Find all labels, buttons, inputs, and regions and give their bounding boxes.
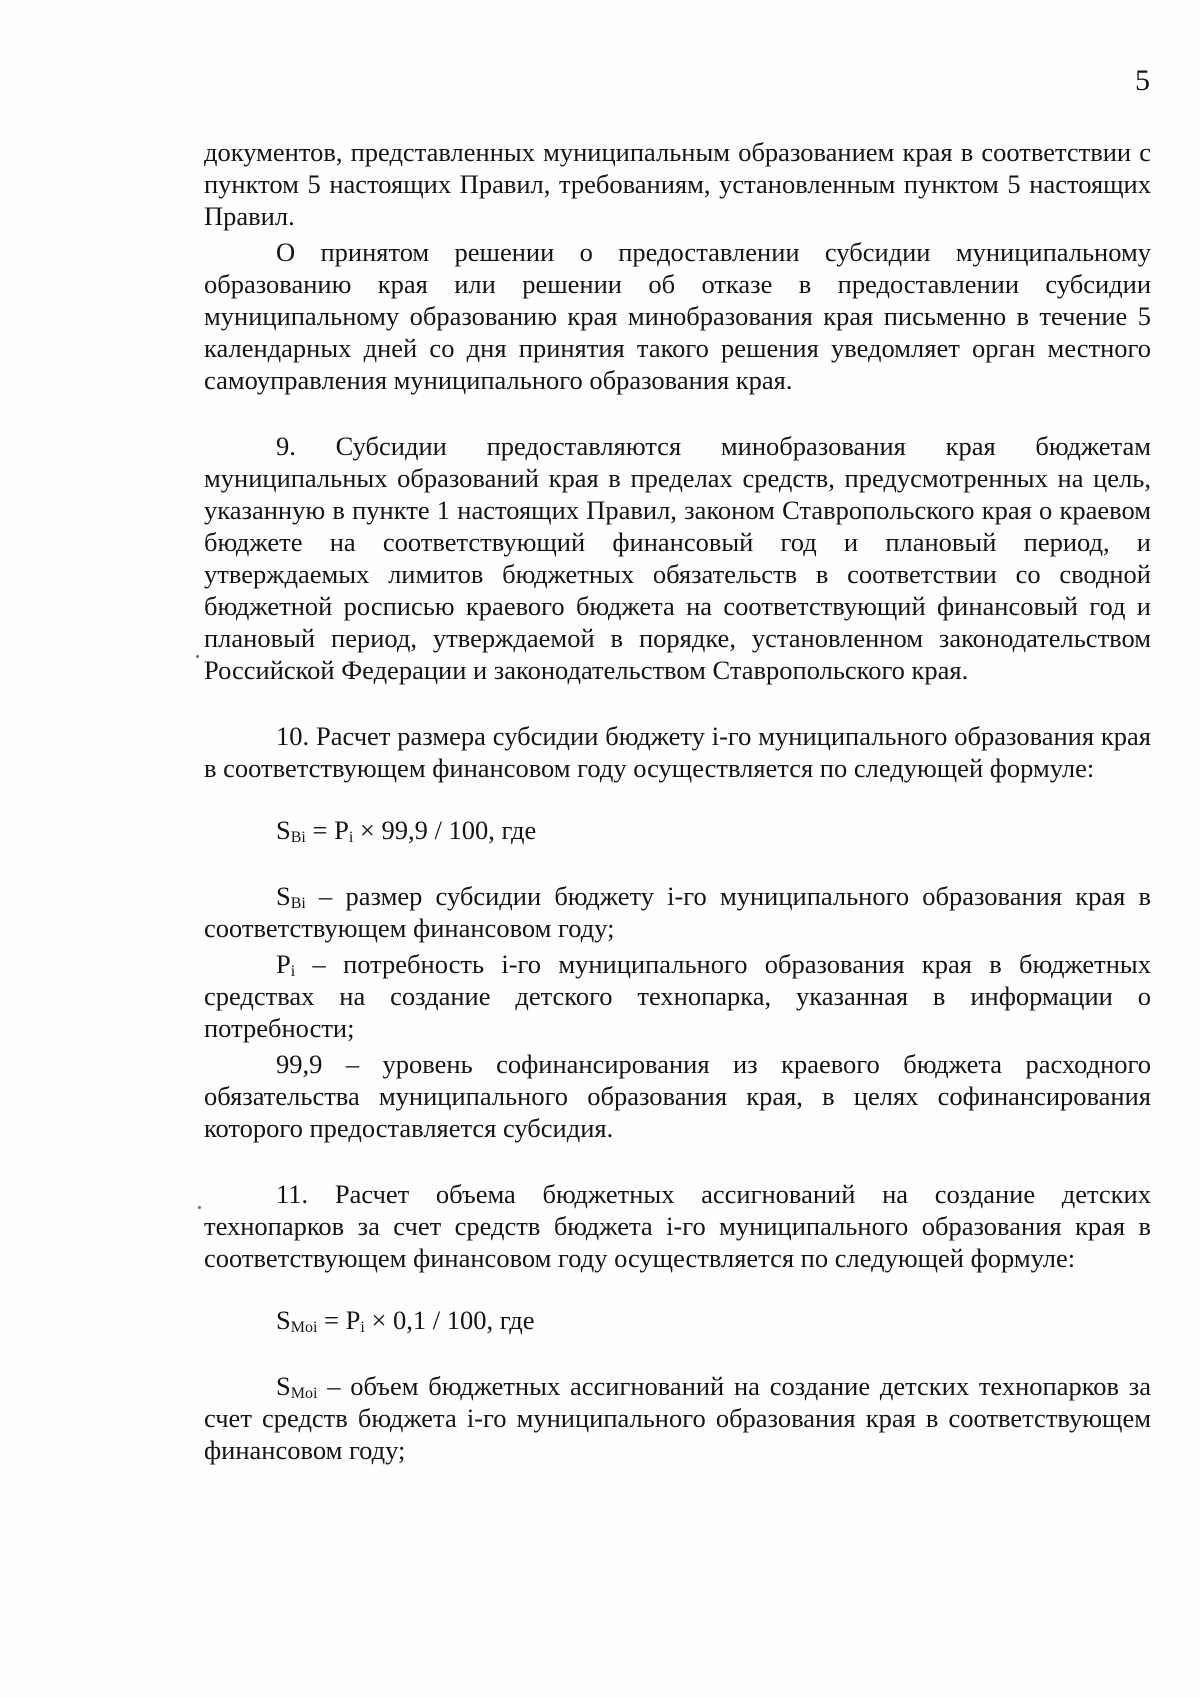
paragraph-clause-11: 11. Расчет объема бюджетных ассигнований на создание детских технопарков за счет средств бюджета i-го муниципального образования края в соответствующем финансовом году осуществляется по следующей формуле: — [204, 1179, 1151, 1273]
scan-speck — [196, 655, 199, 658]
formula-subsidy-lhs-subscript: Bi — [290, 829, 306, 846]
formula-subsidy — [204, 814, 1151, 846]
formula-subsidy-rhs: × 99,9 / 100, где — [353, 815, 537, 845]
definition-p-i — [204, 948, 1151, 1044]
definition-text: – уровень софинансирования из краевого бюджета расходного обязательства муниципального образования края, в целях софинансирования которого предоставляется субсидия. — [204, 1049, 1151, 1143]
paragraph-clause-9: 9. Субсидии предоставляются минобразования края бюджетам муниципальных образований края в пределах средств, предусмотренных на цель, указанную в пункте 1 настоящих Правил, законом Ставропольского края о краевом бюджете на соответствующий финансовый год и плановый период, и утверждаемых лимитов бюджетных обязательств в соответствии со сводной бюджетной росписью краевого бюджета на соответствующий финансовый год и плановый период, утверждаемой в порядке, установленном законодательством Российской Федерации и законодательством Ставропольского края. — [204, 431, 1151, 685]
formula-municipal-lhs: S — [276, 1305, 291, 1335]
definition-text: – объем бюджетных ассигнований на создание детских технопарков за счет средств бюджета i-го муниципального образования края в соответствующем финансовом году; — [204, 1371, 1151, 1465]
definition-s-bi — [204, 880, 1151, 944]
formula-municipal-rhs: × 0,1 / 100, где — [364, 1305, 535, 1335]
document-body — [204, 136, 1151, 1466]
formula-subsidy-lhs: S — [276, 815, 291, 845]
formula-municipal-p-subscript: i — [360, 1319, 365, 1336]
paragraph-intro: документов, представленных муниципальным образованием края в соответствии с пунктом 5 настоящих Правил, требованиям, установленным пунктом 5 настоящих Правил. — [204, 137, 1151, 231]
definition-text: – размер субсидии бюджету i-го муниципального образования края в соответствующем финансовом году; — [204, 881, 1151, 943]
formula-subsidy-p-subscript: i — [348, 829, 354, 846]
formula-municipal-allocation — [204, 1304, 1151, 1336]
formula-municipal-lhs-subscript: Moi — [290, 1319, 318, 1336]
definition-symbol: S — [276, 1371, 291, 1401]
definition-symbol-subscript: i — [290, 963, 296, 980]
paragraph-clause-10: 10. Расчет размера субсидии бюджету i-го муниципального образования края в соответствующем финансовом году осуществляется по следующей формуле: — [204, 721, 1151, 783]
definition-cofinancing-level — [204, 1048, 1151, 1144]
definition-text: – потребность i-го муниципального образования края в бюджетных средствах на создание детского технопарка, указанная в информации о потребности; — [204, 949, 1151, 1043]
definition-symbol-subscript: Moi — [290, 1385, 318, 1402]
definition-symbol: S — [276, 881, 291, 911]
formula-subsidy-equals: = P — [305, 815, 349, 845]
definition-symbol-subscript: Bi — [290, 895, 306, 912]
definition-symbol: P — [276, 949, 291, 979]
scan-speck — [198, 1206, 201, 1209]
definition-s-moi — [204, 1370, 1151, 1466]
definition-symbol: 99,9 — [276, 1049, 323, 1079]
formula-municipal-equals: = P — [317, 1305, 361, 1335]
page-number: 5 — [1135, 64, 1150, 97]
paragraph-decision-notice: О принятом решении о предоставлении субсидии муниципальному образованию края или решении об отказе в предоставлении субсидии муниципальному образованию края минобразования края письменно в течение 5 календарных дней со дня принятия такого решения уведомляет орган местного самоуправления муниципального образования края. — [204, 237, 1151, 395]
